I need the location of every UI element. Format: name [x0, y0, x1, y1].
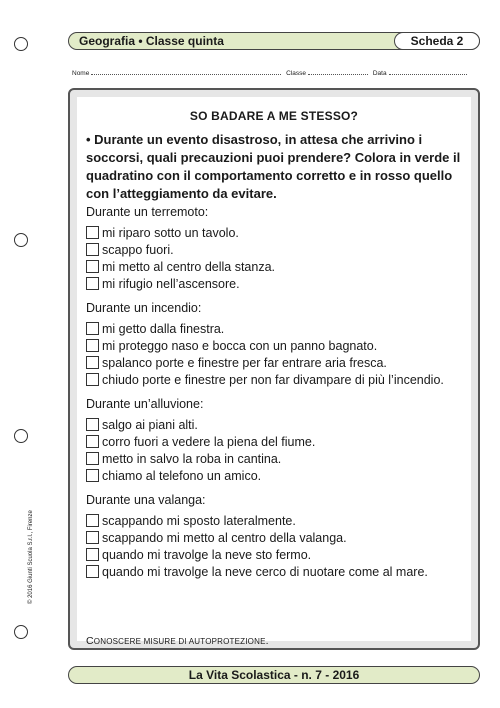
date-field[interactable] [389, 68, 467, 75]
checkbox[interactable] [86, 339, 99, 352]
option-text: corro fuori a vedere la piena del fiume. [102, 435, 316, 449]
list-item [86, 452, 281, 468]
worksheet-instructions: • Durante un evento disastroso, in attesa che arrivino i soccorsi, quali precauzioni puoi prendere? Colora in verde il quadratino con il comportamento corretto e in rosso quello con l’atteggiamento da evitare. [86, 132, 461, 201]
option-text: scappo fuori. [102, 243, 174, 257]
checkbox[interactable] [86, 418, 99, 431]
list-item [86, 243, 174, 259]
name-label: Nome [72, 70, 90, 77]
punch-hole-top [14, 37, 28, 51]
checkbox[interactable] [86, 226, 99, 239]
name-field[interactable] [91, 68, 281, 75]
list-item [86, 469, 261, 485]
list-item [86, 356, 387, 372]
checkbox[interactable] [86, 435, 99, 448]
option-text: quando mi travolge la neve cerco di nuotare come al mare. [102, 565, 428, 579]
checkbox[interactable] [86, 565, 99, 578]
option-text: spalanco porte e finestre per far entrare aria fresca. [102, 356, 387, 370]
worksheet-panel [77, 97, 471, 647]
section-heading-fire: Durante un incendio: [86, 301, 202, 315]
checkbox[interactable] [86, 277, 99, 290]
checkbox[interactable] [86, 260, 99, 273]
worksheet-title: SO BADARE A ME STESSO? [189, 109, 359, 123]
class-field[interactable] [308, 68, 368, 75]
option-text: mi proteggo naso e bocca con un panno bagnato. [102, 339, 378, 353]
list-item [86, 322, 224, 338]
learning-goal: CONOSCERE MISURE DI AUTOPROTEZIONE. [86, 635, 269, 647]
footer-bar: La Vita Scolastica - n. 7 - 2016 [68, 666, 480, 684]
list-item [86, 514, 296, 530]
list-item [86, 435, 315, 451]
list-item [86, 418, 198, 434]
checkbox[interactable] [86, 322, 99, 335]
option-text: quando mi travolge la neve sto fermo. [102, 548, 312, 562]
punch-hole-lower-middle [14, 429, 28, 443]
punch-hole-bottom [14, 625, 28, 639]
option-text: chiudo porte e finestre per non far divampare di più l’incendio. [102, 373, 444, 387]
section-heading-earthquake: Durante un terremoto: [86, 205, 209, 219]
worksheet-frame [68, 88, 480, 650]
option-text: scappando mi sposto lateralmente. [102, 514, 296, 528]
option-text: mi rifugio nell’ascensore. [102, 277, 240, 291]
list-item [86, 531, 347, 547]
list-item [86, 548, 311, 564]
option-text: metto in salvo la roba in cantina. [102, 452, 282, 466]
copyright-notice: © 2016 Giunti Scuola S.r.l., Firenze [28, 510, 34, 604]
list-item [86, 373, 444, 389]
option-text: scappando mi metto al centro della valanga. [102, 531, 347, 545]
sheet-label: Scheda 2 [394, 32, 480, 50]
section-heading-avalanche: Durante una valanga: [86, 493, 206, 507]
checkbox[interactable] [86, 243, 99, 256]
checkbox[interactable] [86, 373, 99, 386]
checkbox[interactable] [86, 514, 99, 527]
checkbox[interactable] [86, 356, 99, 369]
list-item [86, 565, 428, 581]
header-bar [68, 32, 480, 50]
option-text: salgo ai piani alti. [102, 418, 198, 432]
class-label: Classe [286, 70, 307, 77]
option-text: mi getto dalla finestra. [102, 322, 225, 336]
subject-label: Geografia • Classe quinta [79, 34, 224, 48]
list-item [86, 226, 239, 242]
list-item [86, 339, 377, 355]
list-item [86, 277, 240, 293]
option-text: chiamo al telefono un amico. [102, 469, 262, 483]
punch-hole-upper-middle [14, 233, 28, 247]
checkbox[interactable] [86, 469, 99, 482]
date-label: Data [372, 70, 387, 77]
checkbox[interactable] [86, 531, 99, 544]
option-text: mi metto al centro della stanza. [102, 260, 275, 274]
checkbox[interactable] [86, 548, 99, 561]
option-text: mi riparo sotto un tavolo. [102, 226, 239, 240]
section-heading-flood: Durante un’alluvione: [86, 397, 204, 411]
checkbox[interactable] [86, 452, 99, 465]
student-fields [72, 68, 480, 77]
list-item [86, 260, 275, 276]
